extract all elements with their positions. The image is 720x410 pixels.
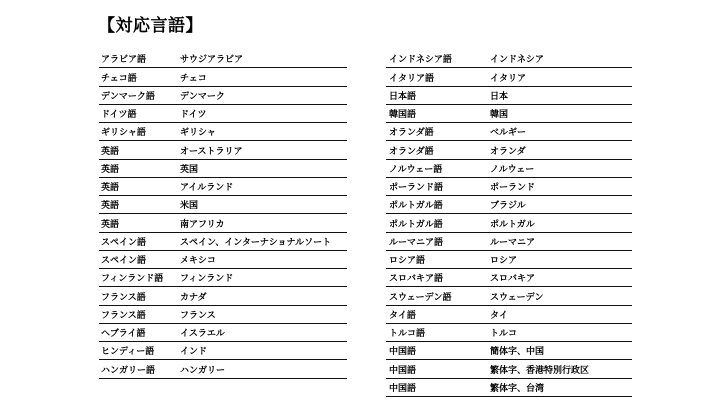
language-name: ハンガリー語 (101, 365, 156, 376)
language-name: 英語 (101, 219, 120, 230)
region-name: 米国 (180, 201, 199, 212)
language-list-left (99, 50, 347, 379)
region-name: イタリア (490, 73, 527, 84)
language-name: 英語 (101, 183, 120, 193)
region-name: フィンランド (180, 274, 234, 285)
region-name: インドネシア (490, 55, 544, 66)
language-name: 中国語 (389, 383, 417, 394)
language-row (386, 196, 632, 214)
language-name: ポルトガル語 (389, 201, 443, 212)
region-name: ポルトガル (490, 219, 535, 230)
language-row (386, 306, 632, 324)
language-name: ポルトガル語 (389, 219, 443, 230)
region-name: スウェーデン (490, 292, 544, 303)
language-row (99, 269, 347, 287)
language-row (386, 141, 632, 159)
region-name: チェコ (180, 73, 207, 84)
region-name: デンマーク (180, 91, 225, 102)
language-row (386, 160, 632, 178)
language-name: タイ語 (389, 310, 416, 321)
language-row (386, 123, 632, 141)
language-name: イタリア語 (389, 73, 435, 84)
language-row (386, 178, 632, 196)
language-name: オランダ語 (389, 146, 434, 157)
language-name: インドネシア語 (389, 55, 452, 66)
region-name: ポーランド (490, 183, 536, 193)
region-name: イスラエル (180, 329, 225, 339)
page-title: 【対応言語】 (98, 16, 203, 36)
language-name: ロシア語 (389, 256, 426, 266)
language-row (99, 160, 347, 178)
language-row (386, 68, 632, 86)
region-name: ギリシャ (180, 128, 216, 139)
region-name: 簡体字、中国 (490, 347, 545, 358)
region-name: 韓国 (490, 110, 509, 120)
language-row (99, 233, 347, 251)
language-name: オランダ語 (389, 128, 434, 139)
region-name: ブラジル (490, 201, 526, 212)
language-row (386, 287, 632, 305)
region-name: オーストラリア (180, 146, 243, 157)
language-row (99, 50, 347, 68)
language-row (99, 324, 347, 342)
language-row (99, 306, 347, 324)
language-row (99, 87, 347, 105)
language-name: ヒンディー語 (101, 347, 155, 358)
language-row (99, 287, 347, 305)
language-row (99, 178, 347, 196)
language-row (99, 68, 347, 86)
language-name: アラビア語 (101, 55, 147, 66)
region-name: カナダ (180, 292, 207, 303)
language-row (99, 123, 347, 141)
region-name: インド (180, 347, 208, 358)
language-row (386, 233, 632, 251)
language-name: スペイン語 (101, 256, 147, 266)
language-row (99, 342, 347, 360)
language-row (386, 342, 632, 360)
language-list-right (386, 50, 632, 397)
language-row (386, 251, 632, 269)
region-name: アイルランド (180, 183, 234, 193)
language-row (386, 87, 632, 105)
language-name: 日本語 (389, 91, 417, 102)
region-name: スロバキア (490, 274, 536, 285)
region-name: オランダ (490, 146, 526, 157)
language-name: 英語 (101, 201, 120, 212)
language-name: スウェーデン語 (389, 292, 452, 303)
language-name: フィンランド語 (101, 274, 164, 285)
language-row (386, 360, 632, 378)
region-name: スペイン、インターナショナルソート (180, 237, 332, 248)
language-name: ルーマニア語 (389, 237, 444, 248)
language-row (99, 141, 347, 159)
language-name: 中国語 (389, 365, 417, 376)
language-name: ポーランド語 (389, 183, 444, 193)
language-name: チェコ語 (101, 73, 137, 84)
region-name: 繁体字、台湾 (490, 383, 545, 394)
region-name: 日本 (490, 91, 509, 102)
language-row (386, 214, 632, 232)
language-row (386, 324, 632, 342)
language-row (386, 50, 632, 68)
language-name: トルコ語 (389, 329, 426, 339)
region-name: フランス (180, 310, 216, 321)
language-row (386, 269, 632, 287)
language-row (386, 379, 632, 397)
region-name: ロシア (490, 256, 518, 266)
language-name: 英語 (101, 164, 120, 175)
language-row (99, 251, 347, 269)
language-name: ドイツ語 (101, 110, 137, 120)
language-row (99, 196, 347, 214)
language-name: 韓国語 (389, 110, 417, 120)
language-name: ノルウェー語 (389, 164, 443, 175)
region-name: タイ (490, 310, 508, 321)
region-name: 南アフリカ (180, 219, 225, 230)
language-name: 中国語 (389, 347, 417, 358)
region-name: 英国 (180, 164, 199, 175)
language-name: フランス語 (101, 310, 146, 321)
region-name: 繁体字、香港特別行政区 (490, 365, 590, 376)
region-name: ベルギー (490, 128, 527, 139)
language-row (99, 105, 347, 123)
region-name: ハンガリー (180, 365, 226, 376)
language-name: ギリシャ語 (101, 128, 146, 139)
region-name: トルコ (490, 329, 518, 339)
language-name: 英語 (101, 146, 120, 157)
language-name: ヘブライ語 (101, 329, 146, 339)
region-name: サウジアラビア (180, 55, 244, 66)
language-name: スペイン語 (101, 237, 147, 248)
region-name: ノルウェー (490, 164, 535, 175)
language-name: スロバキア語 (389, 274, 444, 285)
language-row (99, 360, 347, 378)
region-name: メキシコ (180, 256, 216, 266)
region-name: ルーマニア (490, 237, 536, 248)
language-name: フランス語 (101, 292, 146, 303)
language-row (386, 105, 632, 123)
language-row (99, 214, 347, 232)
region-name: ドイツ (180, 110, 207, 120)
language-name: デンマーク語 (101, 91, 155, 102)
